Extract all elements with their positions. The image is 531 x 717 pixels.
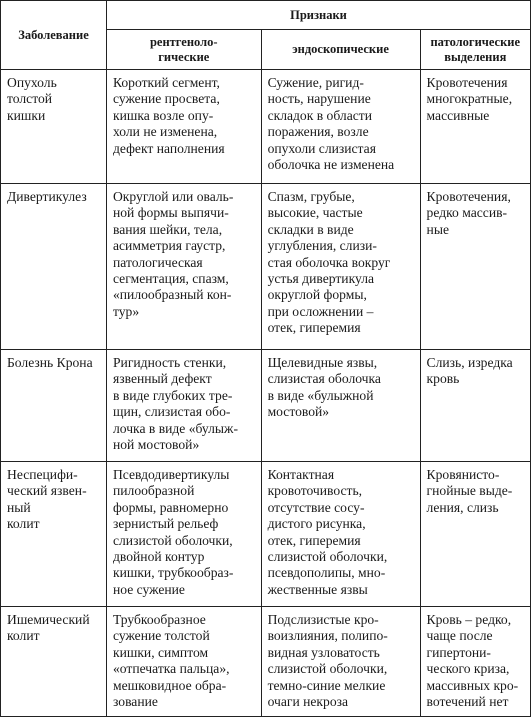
patho-cell: Слизь, изредка кровь [420,350,530,462]
header-signs: Признаки [106,1,530,30]
patho-cell: Кровянисто- гнойные выде- ления, слизь [420,462,530,607]
table-row [1,184,531,350]
table-row [1,607,531,717]
table-row [1,70,531,184]
header-xray: рентгеноло- гические [106,30,261,70]
endo-cell: Контактная кровоточивость, отсутствие сосу- дистого рисунка, отек, гиперемия слизистой оболочки, псевдополипы, мно- жественные язвы [261,462,420,607]
disease-cell: Неспецифи- ческий язвен- ный колит [1,462,107,607]
table-row [1,350,531,462]
disease-cell: Ишемический колит [1,607,107,717]
disease-cell: Болезнь Крона [1,350,107,462]
endo-cell: Подслизистые кро- воизлияния, полипо- видная узловатость слизистой оболочки, темно-синие мелкие очаги некроза [261,607,420,717]
endo-cell: Щелевидные язвы, слизистая оболочка в виде «булыжной мостовой» [261,350,420,462]
header-endo: эндоскопические [261,30,420,70]
xray-cell: Короткий сегмент, сужение просвета, кишка возле опу- холи не изменена, дефект наполнения [106,70,261,184]
header-disease: Заболевание [1,1,107,70]
endo-cell: Сужение, ригид- ность, нарушение складок в области поражения, возле опухоли слизистая оболочка не изменена [261,70,420,184]
xray-cell: Округлой или оваль- ной формы выпячи- вания шейки, тела, асимметрия гаустр, патологическая сегментация, спазм, «пилообразный кон- тур» [106,184,261,350]
patho-cell: Кровь – редко, чаще после гипертони- ческого криза, массивных кро- вотечений нет [420,607,530,717]
patho-cell: Кровотечения, редко массив- ные [420,184,530,350]
disease-cell: Дивертикулез [1,184,107,350]
disease-cell: Опухоль толстой кишки [1,70,107,184]
endo-cell: Спазм, грубые, высокие, частые складки в виде углубления, слизи- стая оболочка вокруг устья дивертикула округлой формы, при осложнении – отек, гиперемия [261,184,420,350]
xray-cell: Псевдодивертикулы пилообразной формы, равномерно зернистый рельеф слизистой оболочки, двойной контур кишки, трубкообраз- ное сужение [106,462,261,607]
header-patho: патологические выделения [420,30,530,70]
xray-cell: Трубкообразное сужение толстой кишки, симптом «отпечатка пальца», мешковидное обра- зование [106,607,261,717]
table-row [1,462,531,607]
xray-cell: Ригидность стенки, язвенный дефект в виде глубоких тре- щин, слизистая обо- лочка в виде «булыж- ной мостовой» [106,350,261,462]
patho-cell: Кровотечения многократные, массивные [420,70,530,184]
